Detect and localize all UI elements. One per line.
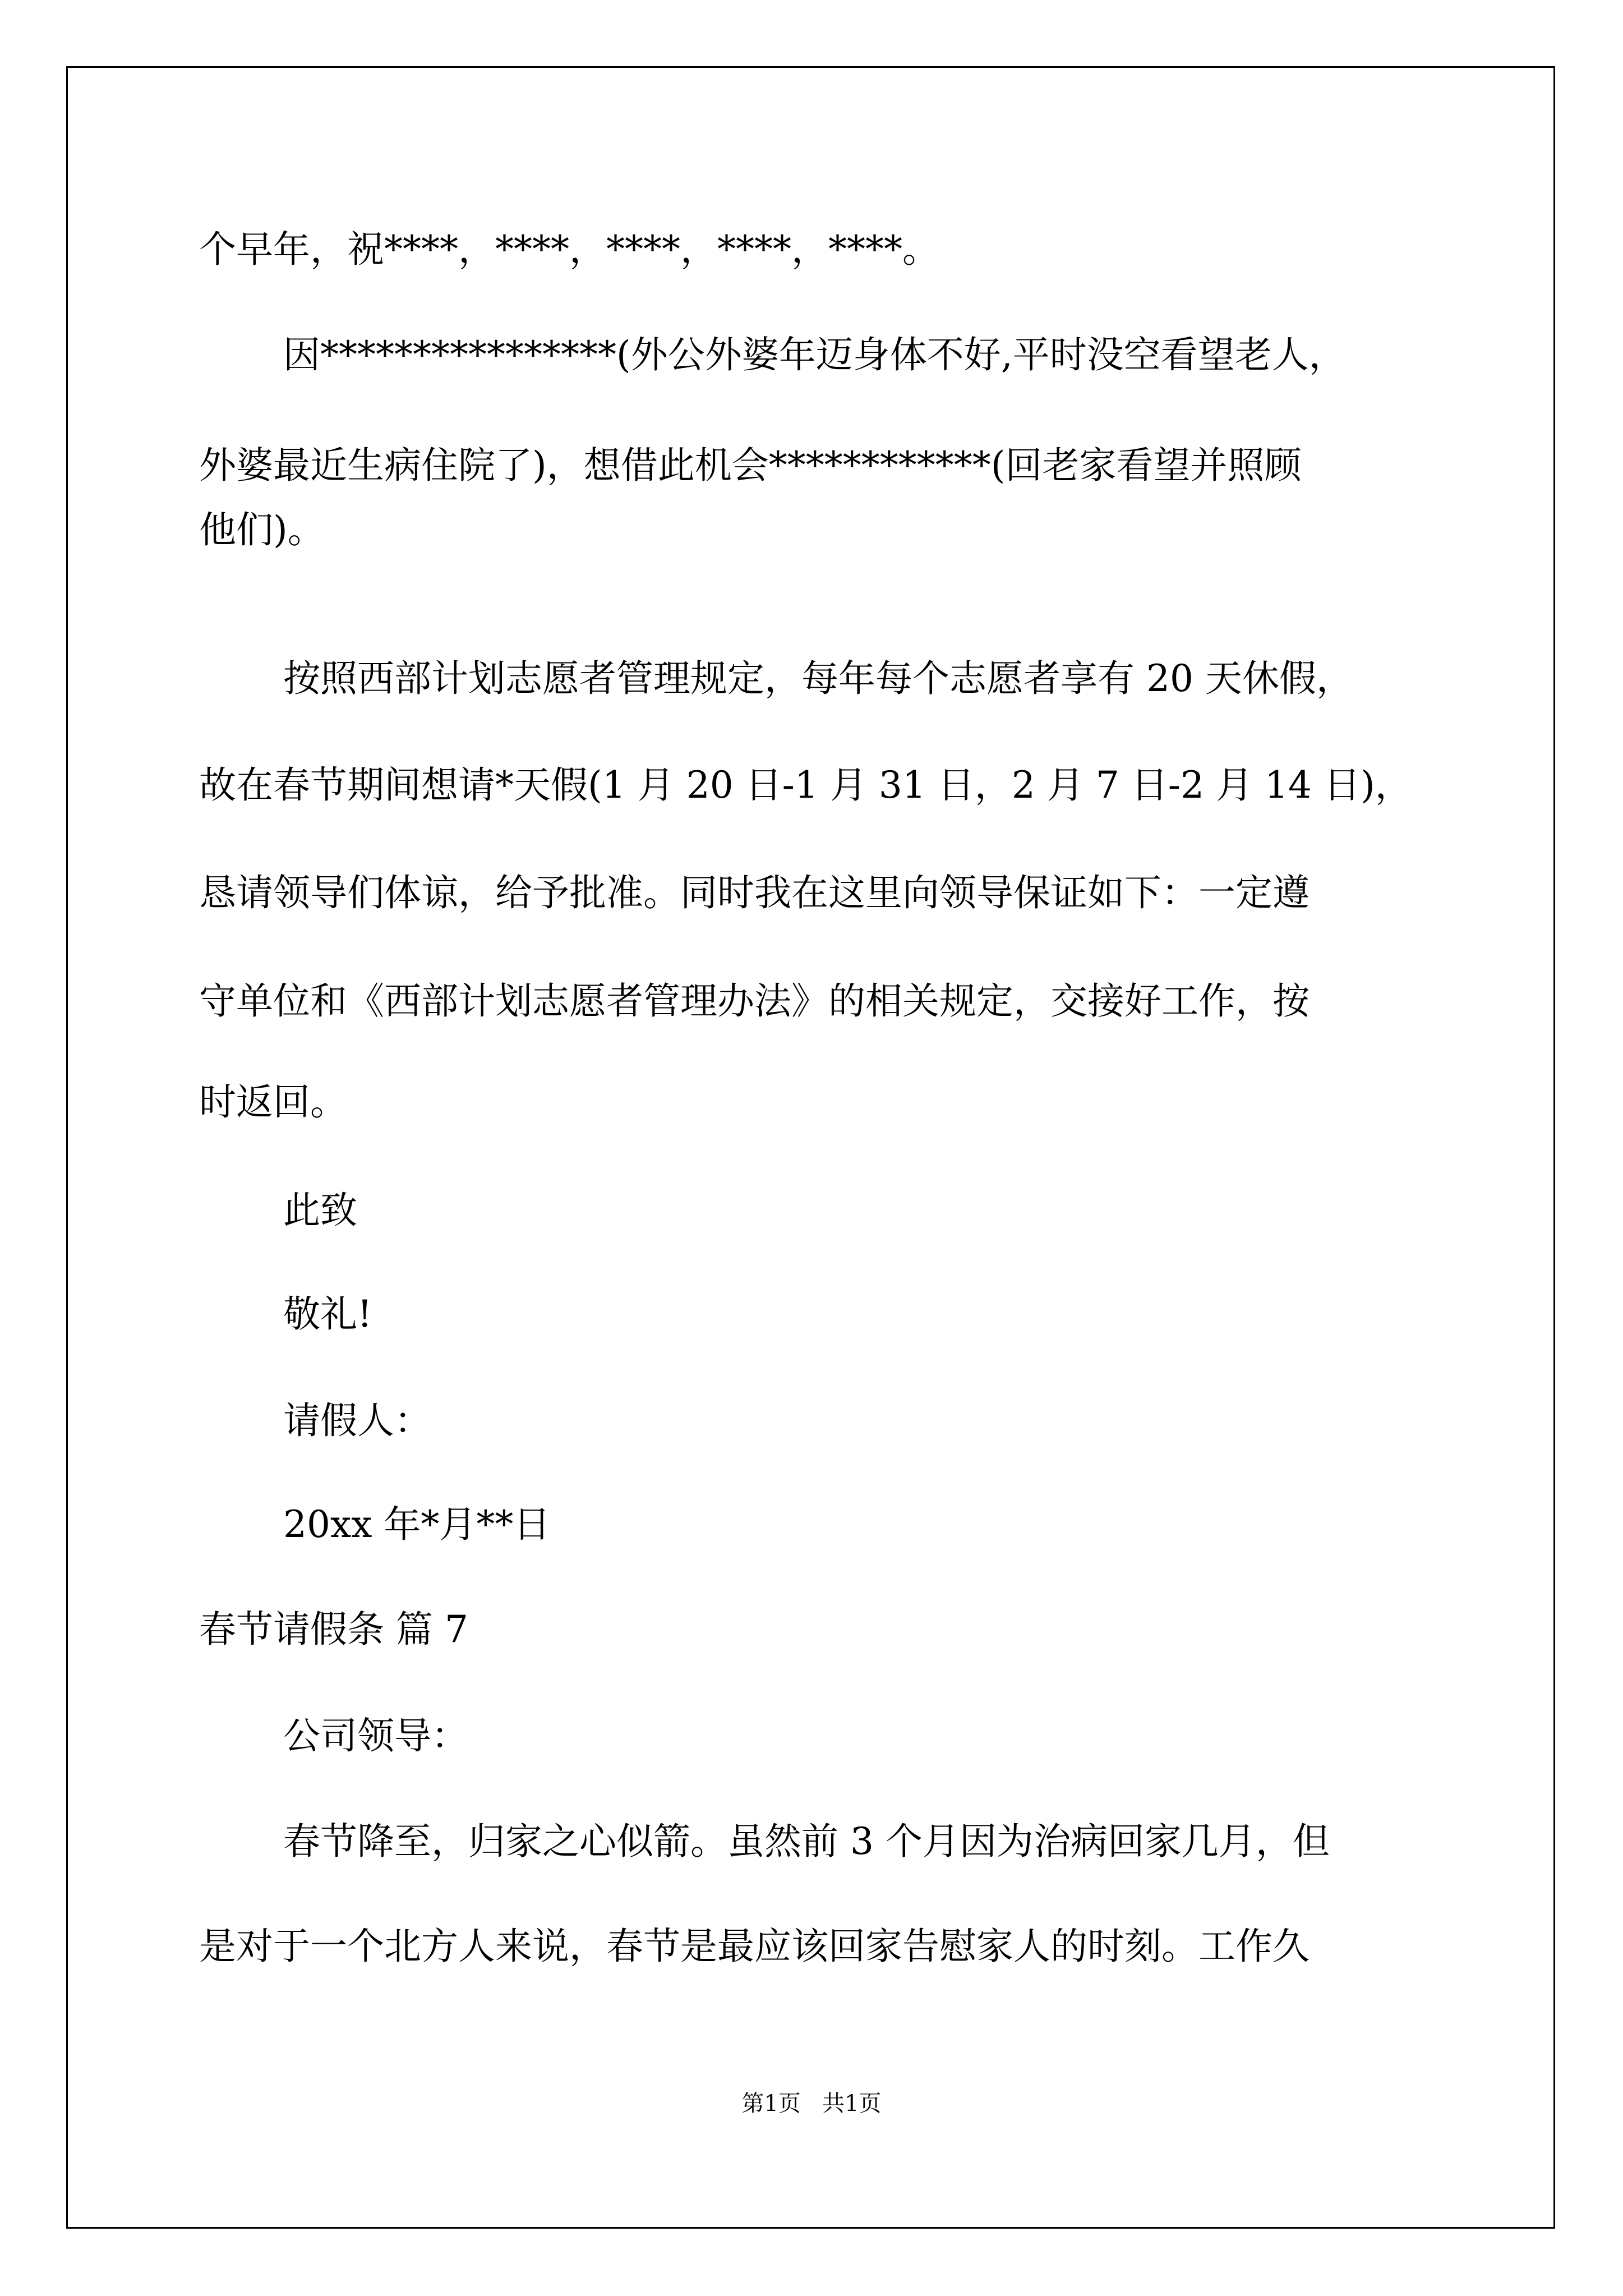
text-line: 守单位和《西部计划志愿者管理办法》的相关规定，交接好工作，按: [199, 979, 1310, 1023]
text-line: 恳请领导们体谅，给予批准。同时我在这里向领导保证如下：一定遵: [199, 871, 1310, 914]
date-line: 20xx 年*月**日: [283, 1503, 551, 1546]
page-footer: 第1页 共1页: [741, 2091, 882, 2116]
paragraph-line: 因****************(外公外婆年迈身体不好,平时没空看望老人，: [283, 333, 1346, 376]
text-line: 个早年，祝****，****，****，****，****。: [199, 228, 939, 271]
page-border: [66, 66, 1555, 2229]
signature-label: 请假人：: [283, 1399, 431, 1442]
text-line: 故在春节期间想请*天假(1 月 20 日-1 月 31 日，2 月 7 日-2 月 14 日)，: [199, 763, 1412, 807]
text-line: 他们)。: [199, 508, 325, 551]
text-line: 时返回。: [199, 1080, 347, 1124]
salutation: 敬礼!: [283, 1292, 372, 1336]
closing-phrase: 此致: [283, 1189, 357, 1232]
text-line: 外婆最近生病住院了)，想借此机会************(回老家看望并照顾: [199, 444, 1302, 487]
section-heading: 春节请假条 篇 7: [199, 1608, 468, 1651]
paragraph-line: 春节降至，归家之心似箭。虽然前 3 个月因为治病回家几月，但: [283, 1820, 1330, 1863]
addressee: 公司领导：: [283, 1714, 468, 1757]
paragraph-line: 按照西部计划志愿者管理规定，每年每个志愿者享有 20 天休假，: [283, 657, 1353, 700]
text-line: 是对于一个北方人来说，春节是最应该回家告慰家人的时刻。工作久: [199, 1925, 1310, 1968]
